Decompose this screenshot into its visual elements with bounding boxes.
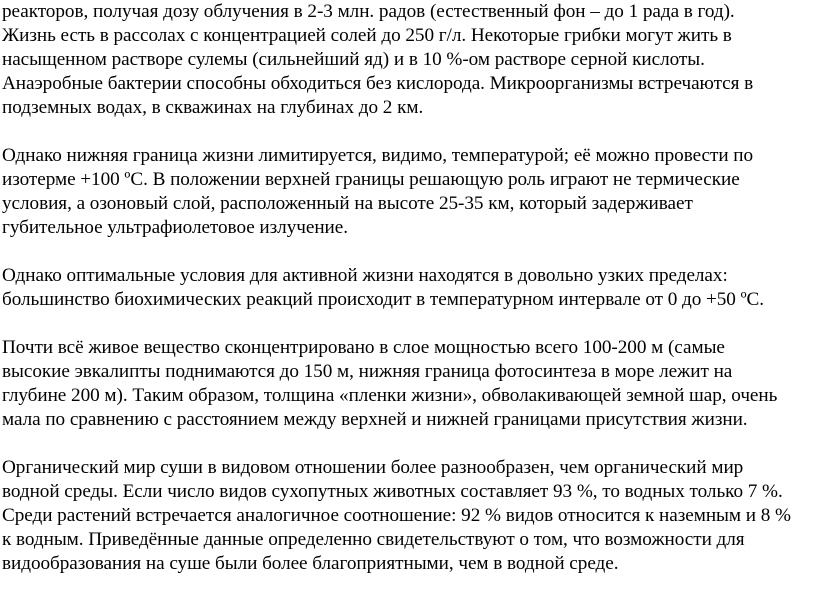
paragraph-life-boundaries	[2, 144, 814, 240]
text-line: Однако нижняя граница жизни лимитируется, видимо, температурой; её можно провести по	[2, 145, 754, 166]
text-line: водной среды. Если число видов сухопутных животных составляет 93 %, то водных только 7 %.	[2, 481, 783, 502]
paragraph-optimal-conditions	[2, 264, 814, 312]
paragraph-species-diversity	[2, 456, 814, 576]
text-line: Почти всё живое вещество сконцентрировано в слое мощностью всего 100-200 м (самые	[2, 337, 725, 358]
text-line: большинство биохимических реакций происходит в температурном интервале от 0 до +50 ºС.	[2, 289, 764, 310]
text-line: Жизнь есть в рассолах с концентрацией солей до 250 г/л. Некоторые грибки могут жить в	[2, 25, 732, 46]
text-line: видообразования на суше были более благоприятными, чем в водной среде.	[2, 553, 619, 574]
text-line: насыщенном растворе сулемы (сильнейший яд) и в 10 %-ом растворе серной кислоты.	[2, 49, 705, 70]
text-line: Анаэробные бактерии способны обходиться без кислорода. Микроорганизмы встречаются в	[2, 73, 754, 94]
text-line: Однако оптимальные условия для активной жизни находятся в довольно узких пределах:	[2, 265, 728, 286]
text-line: к водным. Приведённые данные определенно свидетельствуют о том, что возможности для	[2, 529, 745, 550]
text-line: условия, а озоновый слой, расположенный на высоте 25-35 км, который задерживает	[2, 193, 693, 214]
text-line: Среди растений встречается аналогичное соотношение: 92 % видов относится к наземным и 8 %	[2, 505, 791, 526]
paragraph-film-of-life	[2, 336, 814, 432]
text-line: губительное ультрафиолетовое излучение.	[2, 217, 348, 238]
paragraph-extreme-conditions	[2, 0, 814, 120]
text-line: реакторов, получая дозу облучения в 2-3 млн. радов (естественный фон – до 1 рада в год).	[2, 1, 735, 22]
text-line: подземных водах, в скважинах на глубинах до 2 км.	[2, 97, 424, 118]
text-line: мала по сравнению с расстоянием между верхней и нижней границами присутствия жизни.	[2, 409, 748, 430]
document-body	[2, 0, 814, 600]
text-line: Органический мир суши в видовом отношении более разнообразен, чем органический мир	[2, 457, 744, 478]
text-line: изотерме +100 ºС. В положении верхней границы решающую роль играют не термические	[2, 169, 740, 190]
text-line: глубине 200 м). Таким образом, толщина «пленки жизни», обволакивающей земной шар, очень	[2, 385, 778, 406]
text-line: высокие эвкалипты поднимаются до 150 м, нижняя граница фотосинтеза в море лежит на	[2, 361, 733, 382]
